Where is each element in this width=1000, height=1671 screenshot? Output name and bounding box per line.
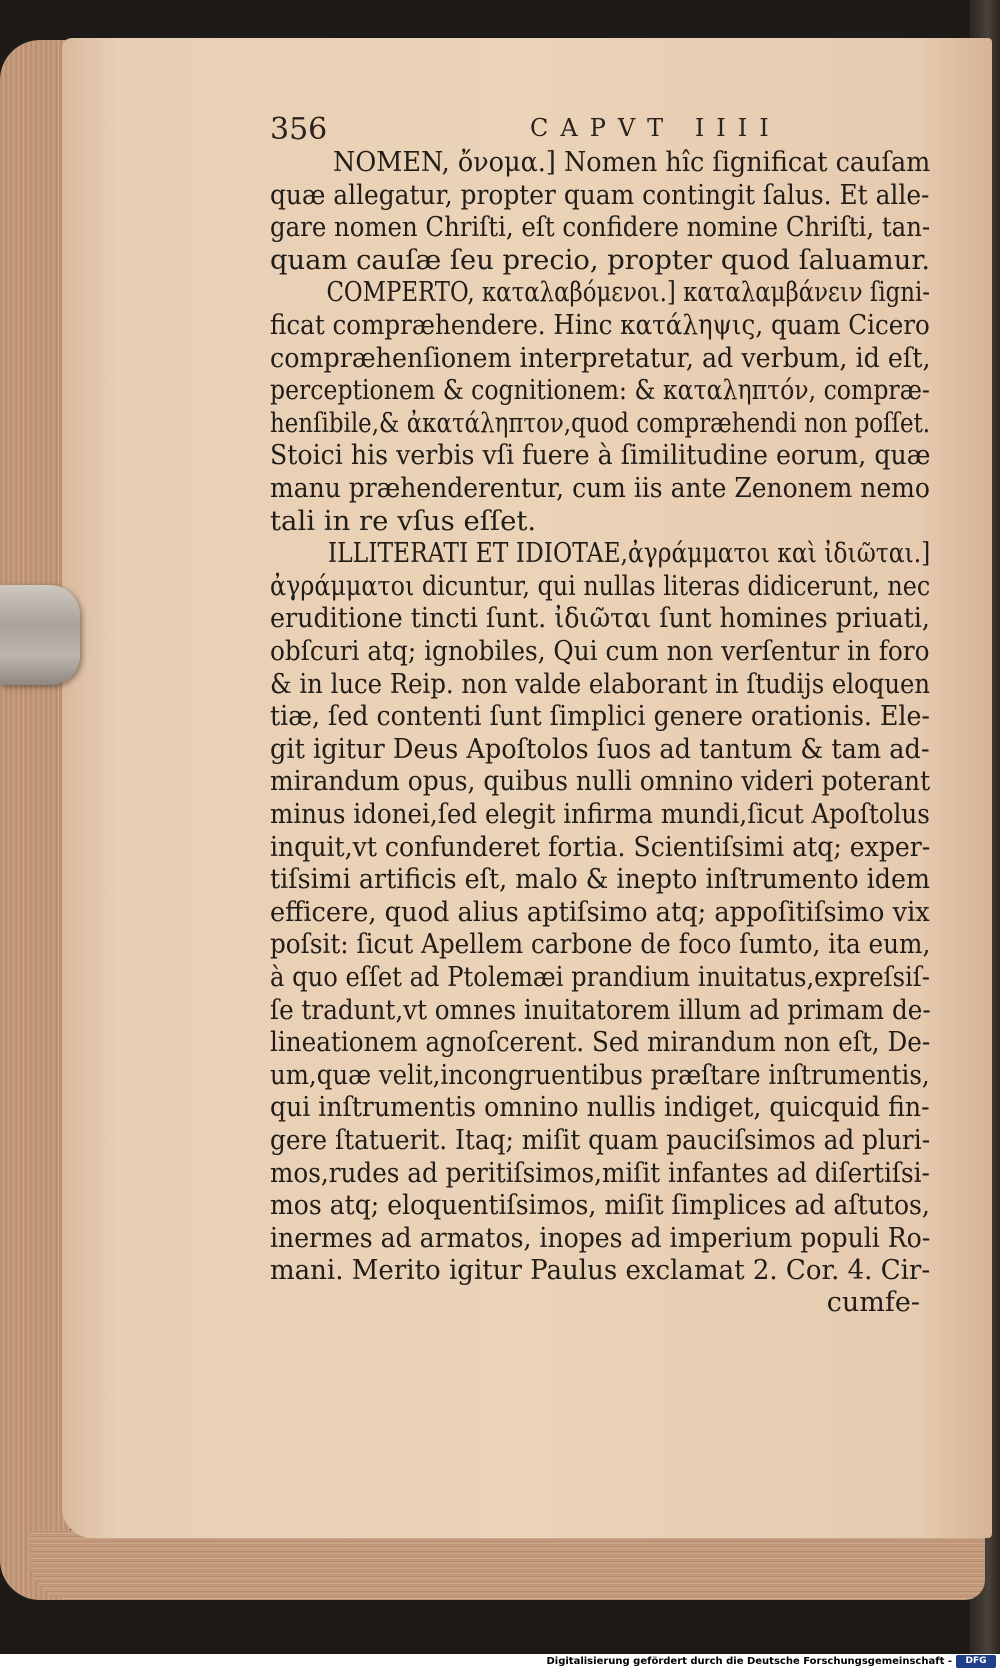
text-line: tali in re vſus eſſet. [270, 504, 537, 537]
text-line: mirandum opus, quibus nulli omnino videri poterant [270, 765, 931, 798]
text-line: eruditione tincti ſunt. ἰδιῶται ſunt homines priuati, [270, 602, 930, 635]
text-line: qui inſtrumentis omnino nullis indiget, quicquid fin- [270, 1091, 930, 1124]
text-line: quæ allegatur, propter quam contingit ſalus. Et alle- [270, 178, 930, 211]
text-line: minus idonei,ſed elegit infirma mundi,ſicut Apoſtolus [270, 798, 930, 830]
page-number: 356 [270, 112, 328, 147]
text-line: ἀγράμματοι dicuntur, qui nullas literas didicerunt, nec [270, 569, 931, 602]
text-line: tiſsimi artificis eſt, malo & inepto inſtrumento idem [270, 863, 930, 896]
text-line: manu præhenderentur, cum iis ante Zenonem nemo [270, 472, 930, 504]
page-edges-left [0, 40, 70, 1600]
text-line: inermes ad armatos, inopes ad imperium populi Ro- [270, 1221, 931, 1254]
text-line: quam cauſæ ſeu precio, propter quod ſaluamur. [270, 243, 931, 276]
text-line: gere ſtatuerit. Itaq; miſit quam pauciſsimos ad pluri- [270, 1124, 931, 1156]
text-line: inquit,vt confunderet fortia. Scientiſsimi atq; exper- [270, 830, 931, 863]
text-line: tiæ, ſed contenti ſunt ſimplici genere orationis. Ele- [270, 700, 930, 733]
text-line: mos atq; eloquentiſsimos, miſit ſimplices ad aſtutos, [270, 1189, 930, 1222]
text-line: um,quæ velit,incongruentibus præſtare inſtrumentis, [270, 1058, 930, 1091]
text-line: mos,rudes ad peritiſsimos,miſit infantes ad diſertiſsi- [270, 1156, 930, 1189]
text-line: COMPERTO, καταλαβόμενοι.] καταλαμβάνειν ſigni- [326, 276, 930, 309]
text-line: Stoici his verbis vſi fuere à ſimilitudine eorum, quæ [270, 439, 931, 472]
text-line: ſe tradunt,vt omnes inuitatorem illum ad primam de- [270, 993, 931, 1026]
text-line: perceptionem & cognitionem: & καταληπτόν, compræ- [270, 374, 930, 407]
text-line: gare nomen Chriſti, eſt confidere nomine Chriſti, tan- [270, 211, 931, 244]
page-clip [0, 585, 80, 685]
text-line: à quo eſſet ad Ptolemæi prandium inuitatus,expreſsiſ- [270, 961, 930, 993]
running-head: CAPVT IIII [530, 114, 781, 142]
footer-credit: Digitalisierung gefördert durch die Deutsche Forschungsgemeinschaft - [546, 1656, 952, 1667]
text-line: git igitur Deus Apoſtolos ſuos ad tantum & tam ad- [270, 732, 930, 765]
text-line: ficat compræhendere. Hinc κατάληψις, quam Cicero [270, 309, 930, 341]
text-line: ILLITERATI ET IDIOTAE,ἀγράμματοι καὶ ἰδιῶται.] [327, 537, 931, 570]
catchword: cumfe- [826, 1287, 920, 1318]
text-line: compræhenſionem interpretatur, ad verbum, id eſt, [270, 341, 931, 374]
dfg-logo: DFG [956, 1655, 996, 1668]
text-line: mani. Merito igitur Paulus exclamat 2. Cor. 4. Cir- [270, 1254, 931, 1287]
text-line: NOMEN, ὄνομα.] Nomen hîc ſignificat cauſam [333, 146, 931, 178]
text-line: henſibile,& ἀκατάληπτον,quod compræhendi non poſſet. [270, 406, 931, 439]
text-line: obſcuri atq; ignobiles, Qui cum non verſentur in foro [270, 635, 930, 667]
text-line: lineationem agnoſcerent. Sed mirandum non eſt, De- [270, 1026, 931, 1059]
page-edges-bottom [30, 1530, 985, 1600]
text-line: & in luce Reip. non valde elaborant in ſtudijs eloquen [270, 667, 931, 700]
text-line: poſsit: ſicut Apellem carbone de foco ſumto, ita eum, [270, 928, 931, 961]
text-line: efficere, quod alius aptiſsimo atq; appoſitiſsimo vix [270, 895, 930, 928]
